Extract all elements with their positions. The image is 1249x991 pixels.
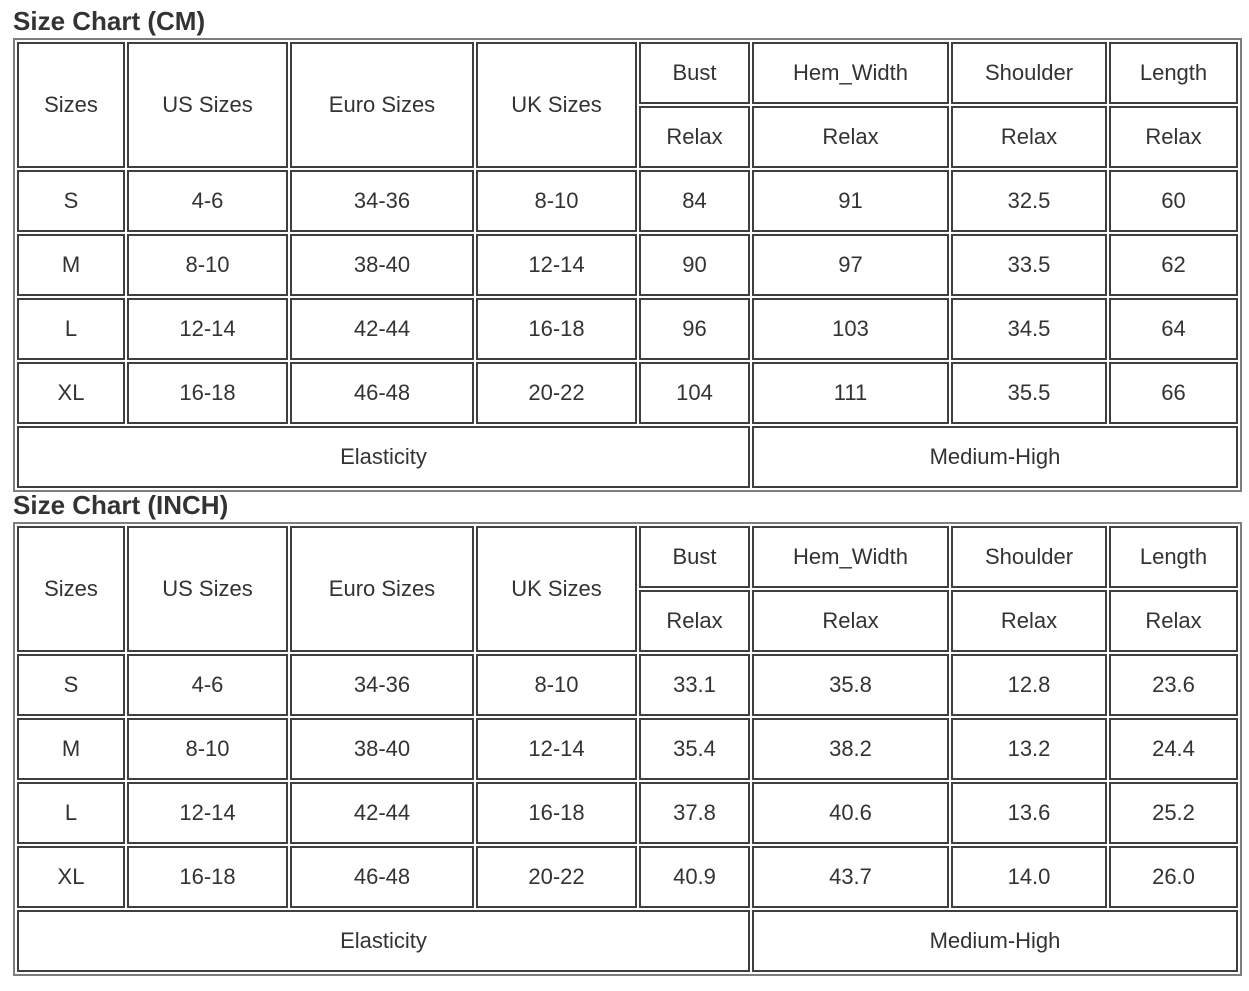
cell-size: XL: [17, 846, 125, 908]
cell-euro-size: 42-44: [290, 782, 474, 844]
cell-shoulder: 13.6: [951, 782, 1107, 844]
cell-us-size: 12-14: [127, 298, 288, 360]
size-chart-cm-table: [13, 38, 1242, 492]
cell-us-size: 4-6: [127, 170, 288, 232]
cell-euro-size: 38-40: [290, 718, 474, 780]
cell-bust: 40.9: [639, 846, 750, 908]
elasticity-value: Medium-High: [752, 426, 1238, 488]
cell-shoulder: 34.5: [951, 298, 1107, 360]
cell-uk-size: 12-14: [476, 234, 637, 296]
subheader-bust-relax: Relax: [639, 106, 750, 168]
cell-euro-size: 38-40: [290, 234, 474, 296]
cell-hem-width: 111: [752, 362, 949, 424]
column-header-hem-width: Hem_Width: [752, 42, 949, 104]
column-header-shoulder: Shoulder: [951, 526, 1107, 588]
table-header-row: [17, 42, 1238, 104]
column-header-uk-sizes: UK Sizes: [476, 526, 637, 652]
cell-bust: 33.1: [639, 654, 750, 716]
column-header-sizes: Sizes: [17, 42, 125, 168]
subheader-length-relax: Relax: [1109, 590, 1238, 652]
table-footer-row: [17, 910, 1238, 972]
column-header-us-sizes: US Sizes: [127, 42, 288, 168]
cell-size: M: [17, 234, 125, 296]
subheader-bust-relax: Relax: [639, 590, 750, 652]
cell-hem-width: 35.8: [752, 654, 949, 716]
cell-length: 23.6: [1109, 654, 1238, 716]
subheader-hem-width-relax: Relax: [752, 590, 949, 652]
cell-bust: 104: [639, 362, 750, 424]
cell-length: 25.2: [1109, 782, 1238, 844]
cell-shoulder: 13.2: [951, 718, 1107, 780]
cell-bust: 35.4: [639, 718, 750, 780]
cell-hem-width: 40.6: [752, 782, 949, 844]
cell-shoulder: 33.5: [951, 234, 1107, 296]
cell-bust: 96: [639, 298, 750, 360]
cell-us-size: 8-10: [127, 718, 288, 780]
subheader-hem-width-relax: Relax: [752, 106, 949, 168]
cell-bust: 37.8: [639, 782, 750, 844]
size-chart-inch-title: Size Chart (INCH): [13, 490, 229, 520]
column-header-length: Length: [1109, 526, 1238, 588]
cell-euro-size: 42-44: [290, 298, 474, 360]
cell-length: 64: [1109, 298, 1238, 360]
cell-length: 26.0: [1109, 846, 1238, 908]
cell-uk-size: 8-10: [476, 170, 637, 232]
cell-uk-size: 20-22: [476, 362, 637, 424]
cell-uk-size: 16-18: [476, 298, 637, 360]
cell-us-size: 16-18: [127, 362, 288, 424]
column-header-length: Length: [1109, 42, 1238, 104]
cell-hem-width: 97: [752, 234, 949, 296]
cell-shoulder: 35.5: [951, 362, 1107, 424]
cell-us-size: 4-6: [127, 654, 288, 716]
column-header-hem-width: Hem_Width: [752, 526, 949, 588]
cell-uk-size: 20-22: [476, 846, 637, 908]
table-row: [17, 718, 1238, 780]
cell-size: S: [17, 654, 125, 716]
cell-shoulder: 14.0: [951, 846, 1107, 908]
column-header-bust: Bust: [639, 526, 750, 588]
cell-us-size: 16-18: [127, 846, 288, 908]
cell-size: M: [17, 718, 125, 780]
column-header-shoulder: Shoulder: [951, 42, 1107, 104]
cell-bust: 90: [639, 234, 750, 296]
cell-size: L: [17, 298, 125, 360]
size-chart-inch-table: [13, 522, 1242, 976]
cell-hem-width: 91: [752, 170, 949, 232]
cell-euro-size: 46-48: [290, 846, 474, 908]
column-header-bust: Bust: [639, 42, 750, 104]
cell-length: 60: [1109, 170, 1238, 232]
elasticity-label: Elasticity: [17, 426, 750, 488]
subheader-shoulder-relax: Relax: [951, 590, 1107, 652]
table-row: [17, 362, 1238, 424]
cell-shoulder: 12.8: [951, 654, 1107, 716]
cell-uk-size: 16-18: [476, 782, 637, 844]
subheader-shoulder-relax: Relax: [951, 106, 1107, 168]
cell-us-size: 8-10: [127, 234, 288, 296]
table-row: [17, 298, 1238, 360]
column-header-euro-sizes: Euro Sizes: [290, 42, 474, 168]
size-chart-cm-title: Size Chart (CM): [13, 6, 206, 36]
table-row: [17, 170, 1238, 232]
cell-us-size: 12-14: [127, 782, 288, 844]
table-row: [17, 782, 1238, 844]
cell-bust: 84: [639, 170, 750, 232]
cell-hem-width: 103: [752, 298, 949, 360]
cell-euro-size: 34-36: [290, 654, 474, 716]
cell-size: L: [17, 782, 125, 844]
cell-size: XL: [17, 362, 125, 424]
cell-hem-width: 38.2: [752, 718, 949, 780]
column-header-sizes: Sizes: [17, 526, 125, 652]
cell-euro-size: 34-36: [290, 170, 474, 232]
cell-size: S: [17, 170, 125, 232]
cell-hem-width: 43.7: [752, 846, 949, 908]
cell-shoulder: 32.5: [951, 170, 1107, 232]
table-row: [17, 234, 1238, 296]
elasticity-label: Elasticity: [17, 910, 750, 972]
cell-length: 62: [1109, 234, 1238, 296]
column-header-euro-sizes: Euro Sizes: [290, 526, 474, 652]
column-header-us-sizes: US Sizes: [127, 526, 288, 652]
table-row: [17, 846, 1238, 908]
table-footer-row: [17, 426, 1238, 488]
cell-euro-size: 46-48: [290, 362, 474, 424]
cell-uk-size: 12-14: [476, 718, 637, 780]
cell-uk-size: 8-10: [476, 654, 637, 716]
table-header-row: [17, 526, 1238, 588]
elasticity-value: Medium-High: [752, 910, 1238, 972]
subheader-length-relax: Relax: [1109, 106, 1238, 168]
cell-length: 24.4: [1109, 718, 1238, 780]
column-header-uk-sizes: UK Sizes: [476, 42, 637, 168]
cell-length: 66: [1109, 362, 1238, 424]
table-row: [17, 654, 1238, 716]
